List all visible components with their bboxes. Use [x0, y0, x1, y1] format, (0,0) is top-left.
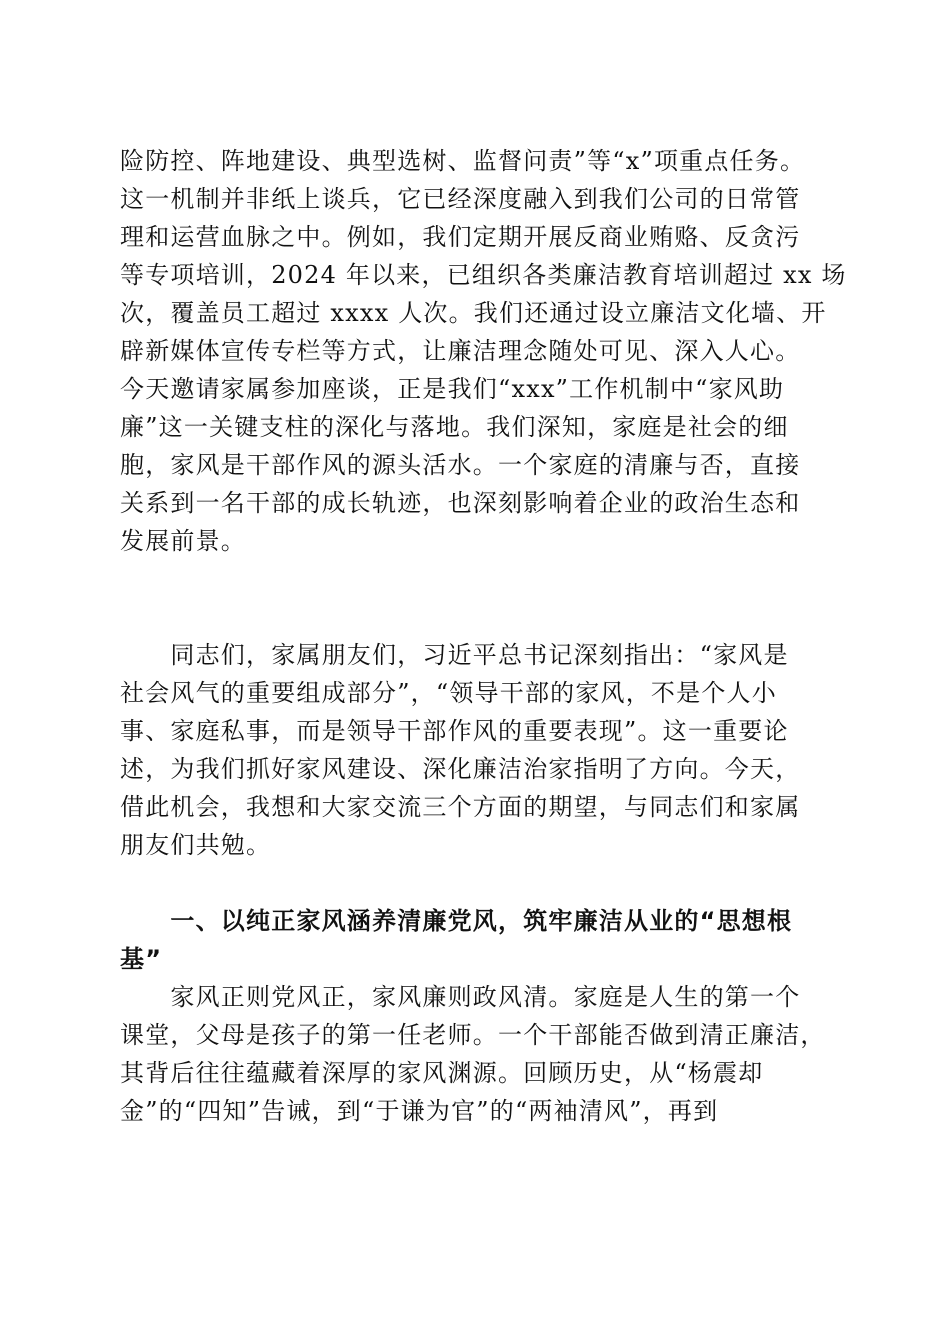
paragraph-line: 同志们，家属朋友们，习近平总书记深刻指出：“家风是: [120, 641, 789, 669]
paragraph-line: 胞，家风是干部作风的源头活水。一个家庭的清廉与否，直接: [120, 451, 801, 479]
paragraph-line: 其背后往往蕴藏着深厚的家风渊源。回顾历史，从“杨震却: [120, 1059, 764, 1087]
paragraph-line: 发展前景。: [120, 527, 246, 555]
paragraph-line: 借此机会，我想和大家交流三个方面的期望，与同志们和家属: [120, 793, 801, 821]
heading-line: 一、以纯正家风涵养清廉党风，筑牢廉洁从业的“思想根: [120, 907, 793, 935]
paragraph-line: 家风正则党风正，家风廉则政风清。家庭是人生的第一个: [120, 983, 801, 1011]
paragraph-family-history: [120, 978, 832, 1130]
paragraph-line: 今天邀请家属参加座谈，正是我们“xxx”工作机制中“家风助: [120, 375, 785, 403]
paragraph-line: 等专项培训，2024 年以来，已组织各类廉洁教育培训超过 xx 场: [120, 261, 847, 289]
paragraph-line: 理和运营血脉之中。例如，我们定期开展反商业贿赂、反贪污: [120, 223, 801, 251]
paragraph-line: 述，为我们抓好家风建设、深化廉洁治家指明了方向。今天，: [120, 755, 801, 783]
paragraph-line: 关系到一名干部的成长轨迹，也深刻影响着企业的政治生态和: [120, 489, 801, 517]
paragraph-line: 这一机制并非纸上谈兵，它已经深度融入到我们公司的日常管: [120, 185, 801, 213]
section-heading: [120, 902, 832, 978]
paragraph-mechanism: [120, 142, 847, 560]
paragraph-line: 辟新媒体宣传专栏等方式，让廉洁理念随处可见、深入人心。: [120, 337, 801, 365]
paragraph-line: 事、家庭私事，而是领导干部作风的重要表现”。这一重要论: [120, 717, 789, 745]
paragraph-line: 金”的“四知”告诫，到“于谦为官”的“两袖清风”，再到: [120, 1097, 719, 1125]
paragraph-line: 课堂，父母是孩子的第一任老师。一个干部能否做到清正廉洁，: [120, 1021, 826, 1049]
paragraph-line: 社会风气的重要组成部分”，“领导干部的家风，不是个人小: [120, 679, 777, 707]
paragraph-line: 廉”这一关键支柱的深化与落地。我们深知，家庭是社会的细: [120, 413, 789, 441]
heading-line: 基”: [120, 945, 163, 973]
paragraph-line: 次，覆盖员工超过 xxxx 人次。我们还通过设立廉洁文化墙、开: [120, 299, 827, 327]
paragraph-family-style: [120, 636, 832, 864]
paragraph-line: 朋友们共勉。: [120, 831, 272, 859]
paragraph-line: 险防控、阵地建设、典型选树、监督问责”等“x”项重点任务。: [120, 147, 806, 175]
